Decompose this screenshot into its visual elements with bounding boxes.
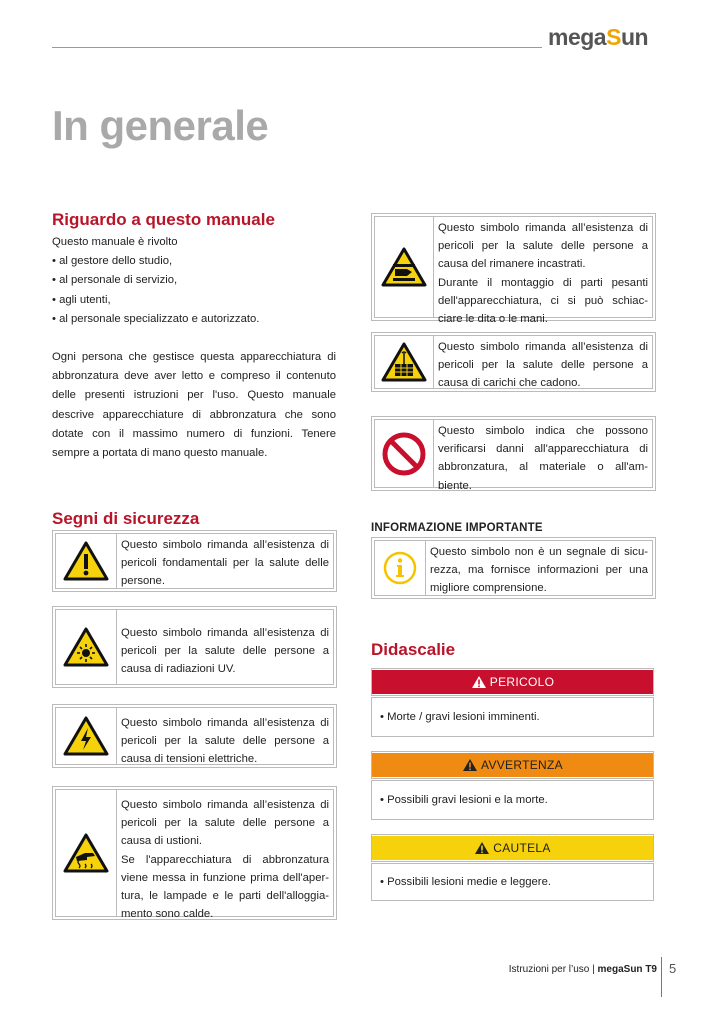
caption-text-caution: • Possibili lesioni medie e leggere.	[371, 863, 654, 901]
safety-sign-text: Questo simbolo rimanda all’esistenza di pericoli per la salute delle persone a causa di tensioni elettriche.	[121, 717, 329, 766]
list-item: • al personale di servizio,	[52, 274, 178, 287]
safety-sign-text: Questo simbolo rimanda all’esistenza di pericoli per la salute delle persone a causa di ustioni.	[121, 799, 329, 848]
caption-label-text: PERICOLO	[489, 675, 555, 689]
electric-voltage-warning-icon	[56, 708, 117, 764]
safety-sign-text: Questo simbolo rimanda all’esistenza di pericoli fondamentali per la salute delle persone.	[121, 539, 329, 588]
caption-label-text: CAUTELA	[493, 841, 551, 855]
safety-sign-text-block	[117, 790, 333, 921]
footer-divider	[661, 957, 662, 997]
caption-text-warning: • Possibili gravi lesioni e la morte.	[371, 780, 654, 820]
safety-sign-text: Questo simbolo rimanda all’esistenza di pericoli per la salute delle persone a causa di carichi che cadono.	[438, 341, 648, 390]
safety-sign-prohibition	[371, 416, 656, 491]
general-warning-icon	[56, 534, 117, 588]
megasun-logo: megaSun	[548, 24, 649, 50]
safety-sign-text: Questo simbolo rimanda all’esistenza di pericoli per la salute delle persone a causa del rimanere incastrati.	[438, 222, 648, 271]
list-item: • al personale specializzato e autorizzato.	[52, 312, 260, 325]
safety-sign-text-extra: Durante il montaggio di parti pesanti dell'apparecchiatura, ci si può schiac-ciare le dita o le mani.	[438, 276, 648, 326]
manual-intro: Questo manuale è rivolto	[52, 236, 178, 248]
footer-doc-label: Istruzioni per l’uso | megaSun T9	[508, 964, 657, 975]
safety-sign-text-block	[434, 217, 652, 326]
info-box	[371, 537, 656, 599]
caption-label-danger	[372, 670, 653, 694]
info-text: Questo simbolo non è un segnale di sicu-rezza, ma fornisce informazioni per una migliore comprensione.	[430, 546, 648, 595]
section-heading-manual: Riguardo a questo manuale	[52, 210, 275, 229]
safety-sign-electric	[52, 704, 337, 768]
safety-sign-general	[52, 530, 337, 592]
caption-label-caution	[372, 836, 653, 860]
safety-sign-uv	[52, 606, 337, 688]
header-rule	[52, 47, 542, 48]
warning-triangle-icon	[462, 758, 478, 772]
caption-text-danger: • Morte / gravi lesioni imminenti.	[371, 697, 654, 737]
section-heading-captions: Didascalie	[371, 640, 456, 659]
caption-label-warning	[372, 753, 653, 777]
crush-hand-warning-icon	[375, 217, 434, 317]
warning-triangle-icon	[474, 841, 490, 855]
uv-radiation-warning-icon	[56, 610, 117, 684]
falling-load-warning-icon	[375, 336, 434, 388]
info-icon	[375, 541, 426, 595]
safety-sign-hot-surface	[52, 786, 337, 920]
section-heading-safety: Segni di sicurezza	[52, 509, 200, 528]
safety-sign-falling-load	[371, 332, 656, 392]
safety-sign-text-extra: Se l'apparecchiatura di abbronzatura viene messa in funzione prima dell'aper-tura, le lampade e le parti dell'alloggia-mento sono calde.	[121, 853, 329, 921]
warning-triangle-icon	[471, 675, 487, 689]
list-item: • al gestore dello studio,	[52, 255, 173, 268]
prohibition-icon	[375, 420, 434, 487]
manual-intro-block	[52, 233, 336, 329]
manual-body: Ogni persona che gestisce questa apparecchiatura di abbronzatura deve aver letto e compreso il contenuto delle presenti istruzioni per l'uso. Questo manuale descrive apparecchiature di abbronzatura che sono dotate con il massimo numero di funzioni. Tenere sempre a portata di mano questo manuale.	[52, 351, 336, 460]
page-number: 5	[669, 961, 677, 976]
safety-sign-text: Questo simbolo indica che possono verificarsi danni all'apparecchiatura di abbronzatura, al materiale o all'am-biente.	[438, 425, 648, 492]
footer-product: megaSun T9	[597, 964, 657, 975]
hot-surface-warning-icon	[56, 790, 117, 916]
info-heading: INFORMAZIONE IMPORTANTE	[371, 522, 543, 534]
list-item: • agli utenti,	[52, 293, 111, 306]
caption-label-text: AVVERTENZA	[481, 758, 563, 772]
safety-sign-text: Questo simbolo rimanda all’esistenza di pericoli per la salute delle persone a causa di radiazioni UV.	[121, 627, 329, 676]
audience-list	[52, 252, 336, 329]
safety-sign-crush	[371, 213, 656, 326]
page-title: In generale	[52, 102, 269, 149]
